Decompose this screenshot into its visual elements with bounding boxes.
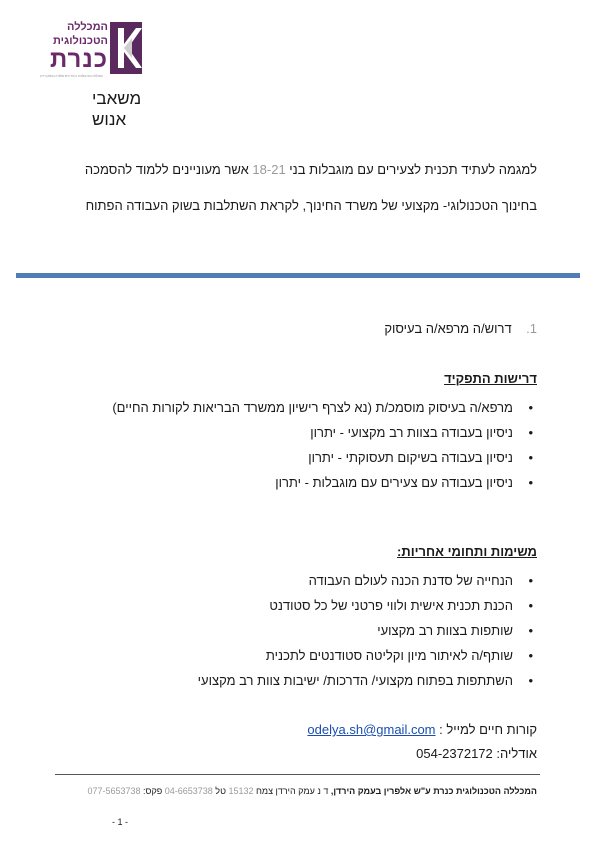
list-item: • ניסיון בעבודה בשיקום תעסוקתי - יתרון (57, 446, 537, 469)
footer-fax-label: פקס: (140, 786, 165, 796)
footer-address-text: ד נ עמק הירדן צמח (253, 786, 331, 796)
contact-block (307, 718, 537, 766)
phone-line (307, 742, 537, 766)
title-line-2: אנוש (92, 110, 127, 129)
intro-text-1: למגמה לעתיד תכנית לצעירים עם מוגבלות בני (285, 162, 537, 177)
tasks-heading: משימות ותחומי אחריות: (397, 544, 537, 559)
job-title-text: דרוש/ה מרפא/ה בעיסוק (384, 321, 512, 336)
footer-divider (55, 774, 540, 775)
logo-line-3: כנרת (50, 46, 108, 73)
page-number: - 1 - (112, 817, 129, 827)
list-item: • השתתפות בפתוח מקצועי/ הדרכות/ ישיבות צוות רב מקצועי (57, 671, 537, 691)
cv-label: קורות חיים למייל : (435, 722, 537, 737)
logo-tagline: המכללה הטכנולוגית כנרת ע"ש אלפרין בעמק הירדן (40, 74, 103, 78)
footer-zip: 15132 (228, 786, 254, 796)
tasks-list (57, 571, 537, 696)
list-item: • הכנת תכנית אישית ולווי פרטני של כל סטודנט (57, 596, 537, 616)
section-divider (16, 273, 580, 278)
intro-ages: 18-21 (252, 162, 286, 177)
list-item: • שותף/ה לאיתור מיון וקליטה סטודנטים לתכנית (57, 646, 537, 666)
footer-college-name: המכללה הטכנולוגית כנרת ע"ש אלפרין בעמק הירדן, (330, 786, 537, 796)
intro-text-2: אשר מעוניינים ללמוד להסמכה בחינוך הטכנולוגי- מקצועי של משרד החינוך, לקראת השתלבות בשוק העבודה הפתוח (84, 162, 537, 213)
list-item: • הנחייה של סדנת הכנה לעולם העבודה (57, 571, 537, 591)
requirements-heading: דרישות התפקיד (444, 371, 537, 386)
list-item: • מרפא/ה בעיסוק מוסמכ/ת (נא לצרף רישיון ממשרד הבריאות לקורות החיים) (57, 396, 537, 419)
intro-paragraph (77, 152, 537, 224)
logo-line-1: המכללה (67, 21, 108, 33)
college-logo (38, 22, 142, 78)
footer-tel: 04-6653738 (164, 786, 213, 796)
cv-line (307, 718, 537, 742)
phone-label: אודליה: (492, 746, 537, 761)
logo-line-2: הטכנולוגית (52, 35, 108, 47)
job-number: 1. (526, 321, 537, 336)
list-item: • ניסיון בעבודה בצוות רב מקצועי - יתרון (57, 421, 537, 444)
list-item: • שותפות בצוות רב מקצועי (57, 621, 537, 641)
phone-number: 054-2372172 (416, 746, 493, 761)
job-title (384, 321, 537, 336)
logo-k-mark-icon (110, 22, 142, 74)
email-link[interactable]: odelya.sh@gmail.com (307, 722, 436, 737)
requirements-list (57, 396, 537, 496)
page-title (92, 88, 141, 130)
footer-address (67, 785, 537, 797)
title-line-1: משאבי (92, 89, 142, 108)
footer-fax: 077-5653738 (87, 786, 141, 796)
list-item: • ניסיון בעבודה עם צעירים עם מוגבלות - יתרון (57, 471, 537, 494)
footer-tel-label: טל (212, 786, 229, 796)
